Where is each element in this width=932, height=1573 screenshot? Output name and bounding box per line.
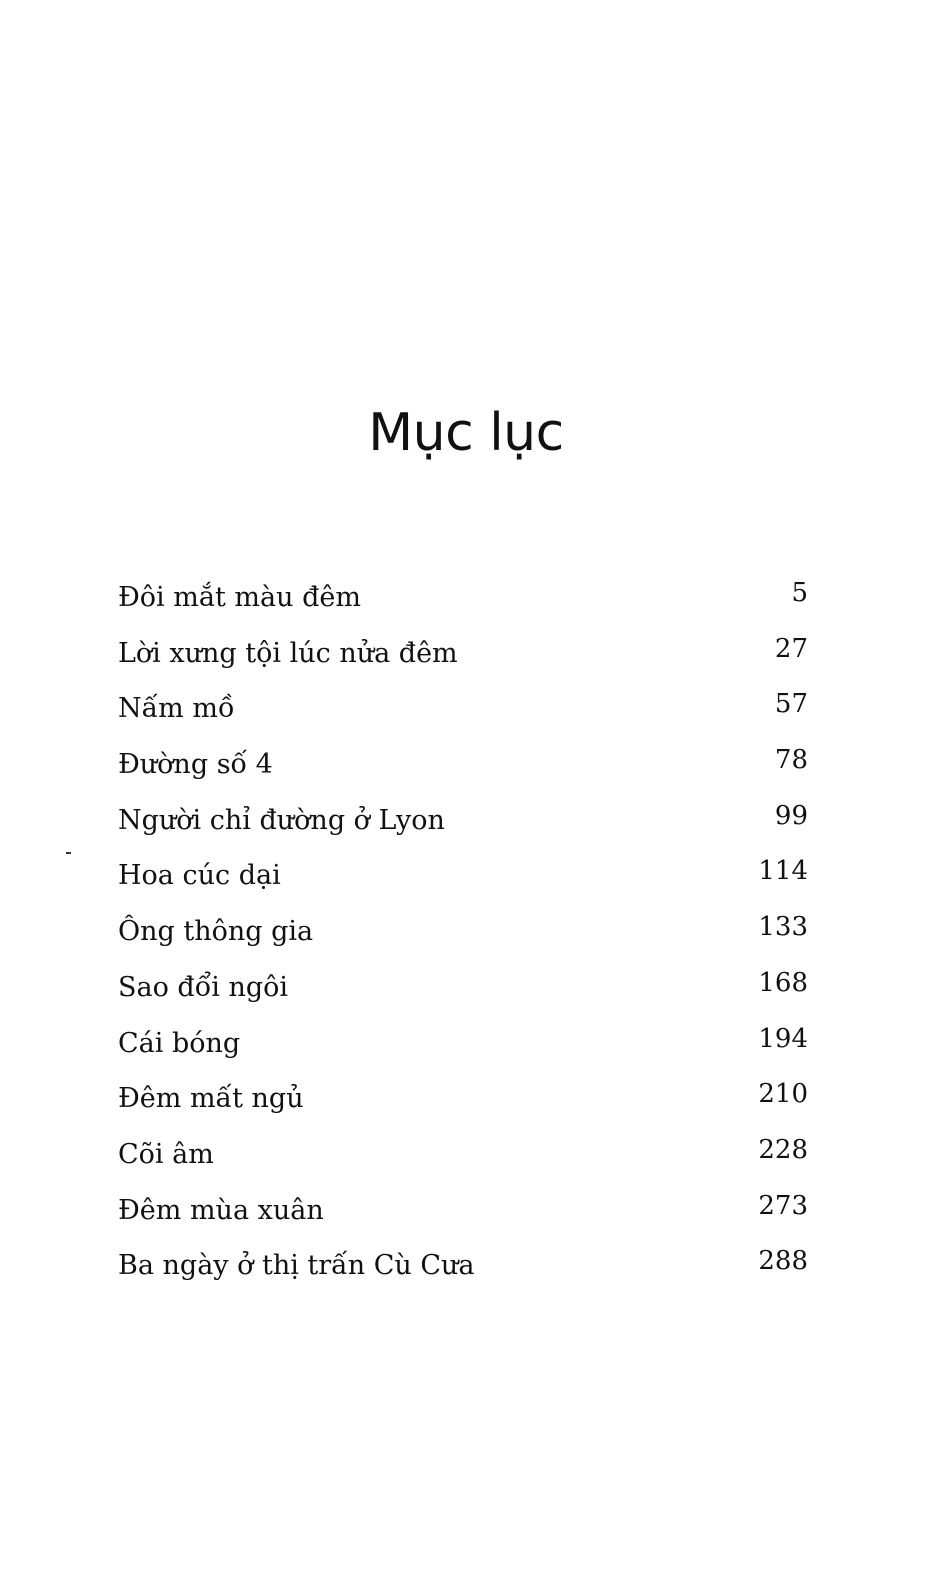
toc-entry-title: Ông thông gia — [118, 916, 314, 948]
toc-entry — [118, 737, 808, 793]
toc-entry-title: Sao đổi ngôi — [118, 971, 289, 1003]
toc-entry — [118, 681, 808, 737]
toc-entry — [118, 1238, 808, 1294]
toc-entry-title: Đường số 4 — [118, 749, 273, 781]
table-of-contents — [118, 570, 808, 1294]
toc-entry-title: Lời xưng tội lúc nửa đêm — [118, 637, 458, 669]
toc-entry — [118, 570, 808, 626]
toc-entry-page: 27 — [774, 633, 808, 664]
toc-entry-page: 194 — [758, 1023, 808, 1054]
toc-entry-page: 288 — [758, 1246, 808, 1277]
toc-entry-page: 210 — [758, 1079, 808, 1110]
toc-entry-page: 168 — [758, 967, 808, 998]
toc-entry-page: 57 — [774, 689, 808, 720]
toc-entry — [118, 1016, 808, 1072]
toc-entry-title: Hoa cúc dại — [118, 860, 281, 892]
toc-entry-title: Người chỉ đường ở Lyon — [118, 804, 445, 836]
toc-entry-title: Cõi âm — [118, 1138, 214, 1170]
toc-entry — [118, 793, 808, 849]
toc-entry-page: 114 — [758, 856, 808, 887]
toc-entry — [118, 1127, 808, 1183]
toc-entry-page: 133 — [758, 912, 808, 943]
toc-entry-page: 78 — [774, 745, 808, 776]
scan-speck — [66, 852, 71, 854]
toc-entry — [118, 1071, 808, 1127]
toc-entry-page: 5 — [791, 578, 808, 608]
toc-entry — [118, 1183, 808, 1239]
toc-entry — [118, 904, 808, 960]
toc-entry-title: Đêm mất ngủ — [118, 1083, 304, 1115]
toc-entry-title: Cái bóng — [118, 1027, 241, 1059]
toc-entry-page: 228 — [758, 1134, 808, 1165]
toc-entry — [118, 848, 808, 904]
page-title: Mục lục — [368, 403, 564, 463]
toc-entry-page: 273 — [758, 1190, 808, 1221]
toc-entry-page: 99 — [774, 800, 808, 831]
toc-entry — [118, 626, 808, 682]
toc-entry — [118, 960, 808, 1016]
toc-entry-title: Đêm mùa xuân — [118, 1194, 324, 1226]
toc-entry-title: Ba ngày ở thị trấn Cù Cưa — [118, 1250, 475, 1282]
toc-entry-title: Đôi mắt màu đêm — [118, 582, 361, 613]
toc-entry-title: Nấm mồ — [118, 693, 235, 725]
